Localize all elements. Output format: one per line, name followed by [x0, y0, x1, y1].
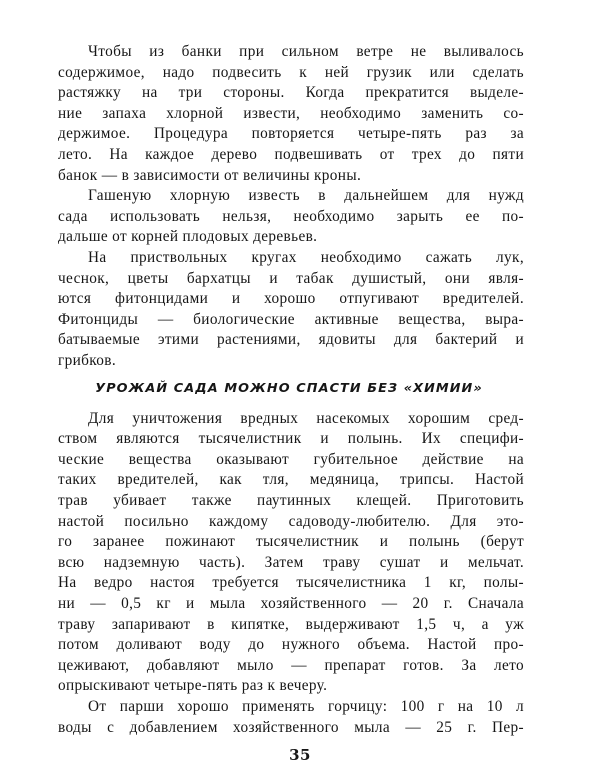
paragraph-1-line-3: растяжку на три стороны. Когда прекратится выделе-: [58, 84, 524, 102]
paragraph-4-line-8: всю надземную часть). Затем траву сушат и мельчат.: [58, 553, 524, 571]
paragraph-4-line-3: ческие вещества оказывают губительное действие на: [58, 450, 524, 468]
paragraph-3-line-1: На приствольных кругах необходимо сажать лук,: [88, 249, 524, 266]
paragraph-2-line-1: Гашеную хлорную известь в дальнейшем для нужд: [88, 187, 524, 205]
paragraph-4-line-4: таких вредителей, как тля, медяница, трипсы. Настой: [58, 471, 524, 489]
page-number: 35: [289, 746, 311, 764]
paragraph-1-line-5: держимое. Процедура повторяется четыре-пять раз за: [58, 125, 524, 143]
paragraph-3-line-3: ются фитонцидами и хорошо отпугивают вредителей.: [58, 290, 524, 308]
paragraph-4-line-7: го заранее пожинают тысячелистник и полынь (берут: [58, 533, 524, 551]
paragraph-4-line-12: потом доливают воду до нужного объема. Настой про-: [58, 636, 524, 654]
paragraph-5-line-1: От парши хорошо применять горчицу: 100 г на 10 л: [88, 698, 524, 715]
paragraph-3-line-5: батываемые этими растениями, ядовиты для бактерий и: [58, 331, 524, 349]
paragraph-4-line-6: настой посильно каждому садоводу-любителю. Для это-: [58, 512, 524, 530]
paragraph-4-line-14: опрыскивают четыре-пять раз к вечеру.: [58, 677, 328, 695]
section-heading: УРОЖАЙ САДА МОЖНО СПАСТИ БЕЗ «ХИМИИ»: [95, 380, 483, 396]
paragraph-1-line-4: ние запаха хлорной извести, необходимо заменить со-: [58, 104, 524, 122]
paragraph-3-line-2: чеснок, цветы бархатцы и табак душистый, они явля-: [58, 269, 524, 287]
paragraph-1-line-7: банок — в зависимости от величины кроны.: [58, 166, 362, 184]
paragraph-4-line-13: цеживают, добавляют мыло — препарат готов. За лето: [58, 656, 524, 674]
paragraph-1-line-2: содержимое, надо подвесить к ней грузик или сделать: [58, 63, 524, 81]
paragraph-1-line-6: лето. На каждое дерево подвешивать от трех до пяти: [58, 146, 524, 163]
paragraph-2-line-2: сада использовать нельзя, необходимо зарыть ее по-: [58, 207, 524, 225]
paragraph-4-line-11: траву запаривают в кипятке, выдерживают 1,5 ч, а уж: [58, 615, 524, 633]
paragraph-4-line-10: ни — 0,5 кг и мыла хозяйственного — 20 г. Сначала: [58, 595, 524, 612]
paragraph-4-line-1: Для уничтожения вредных насекомых хорошим сред-: [88, 409, 524, 427]
paragraph-5-line-2: воды с добавлением хозяйственного мыла — 25 г. Пер-: [58, 718, 524, 736]
paragraph-2-line-3: дальше от корней плодовых деревьев.: [58, 228, 318, 246]
paragraph-4-line-5: трав убивает также паутинных клещей. Приготовить: [58, 492, 524, 509]
paragraph-4-line-9: На ведро настоя требуется тысячелистника 1 кг, полы-: [58, 574, 524, 592]
paragraph-4-line-2: ством являются тысячелистник и полынь. Их специфи-: [58, 430, 524, 448]
paragraph-1-line-1: Чтобы из банки при сильном ветре не выливалось: [88, 43, 524, 60]
paragraph-3-line-6: грибков.: [58, 352, 117, 369]
paragraph-3-line-4: Фитонциды — биологические активные вещества, выра-: [58, 310, 524, 328]
